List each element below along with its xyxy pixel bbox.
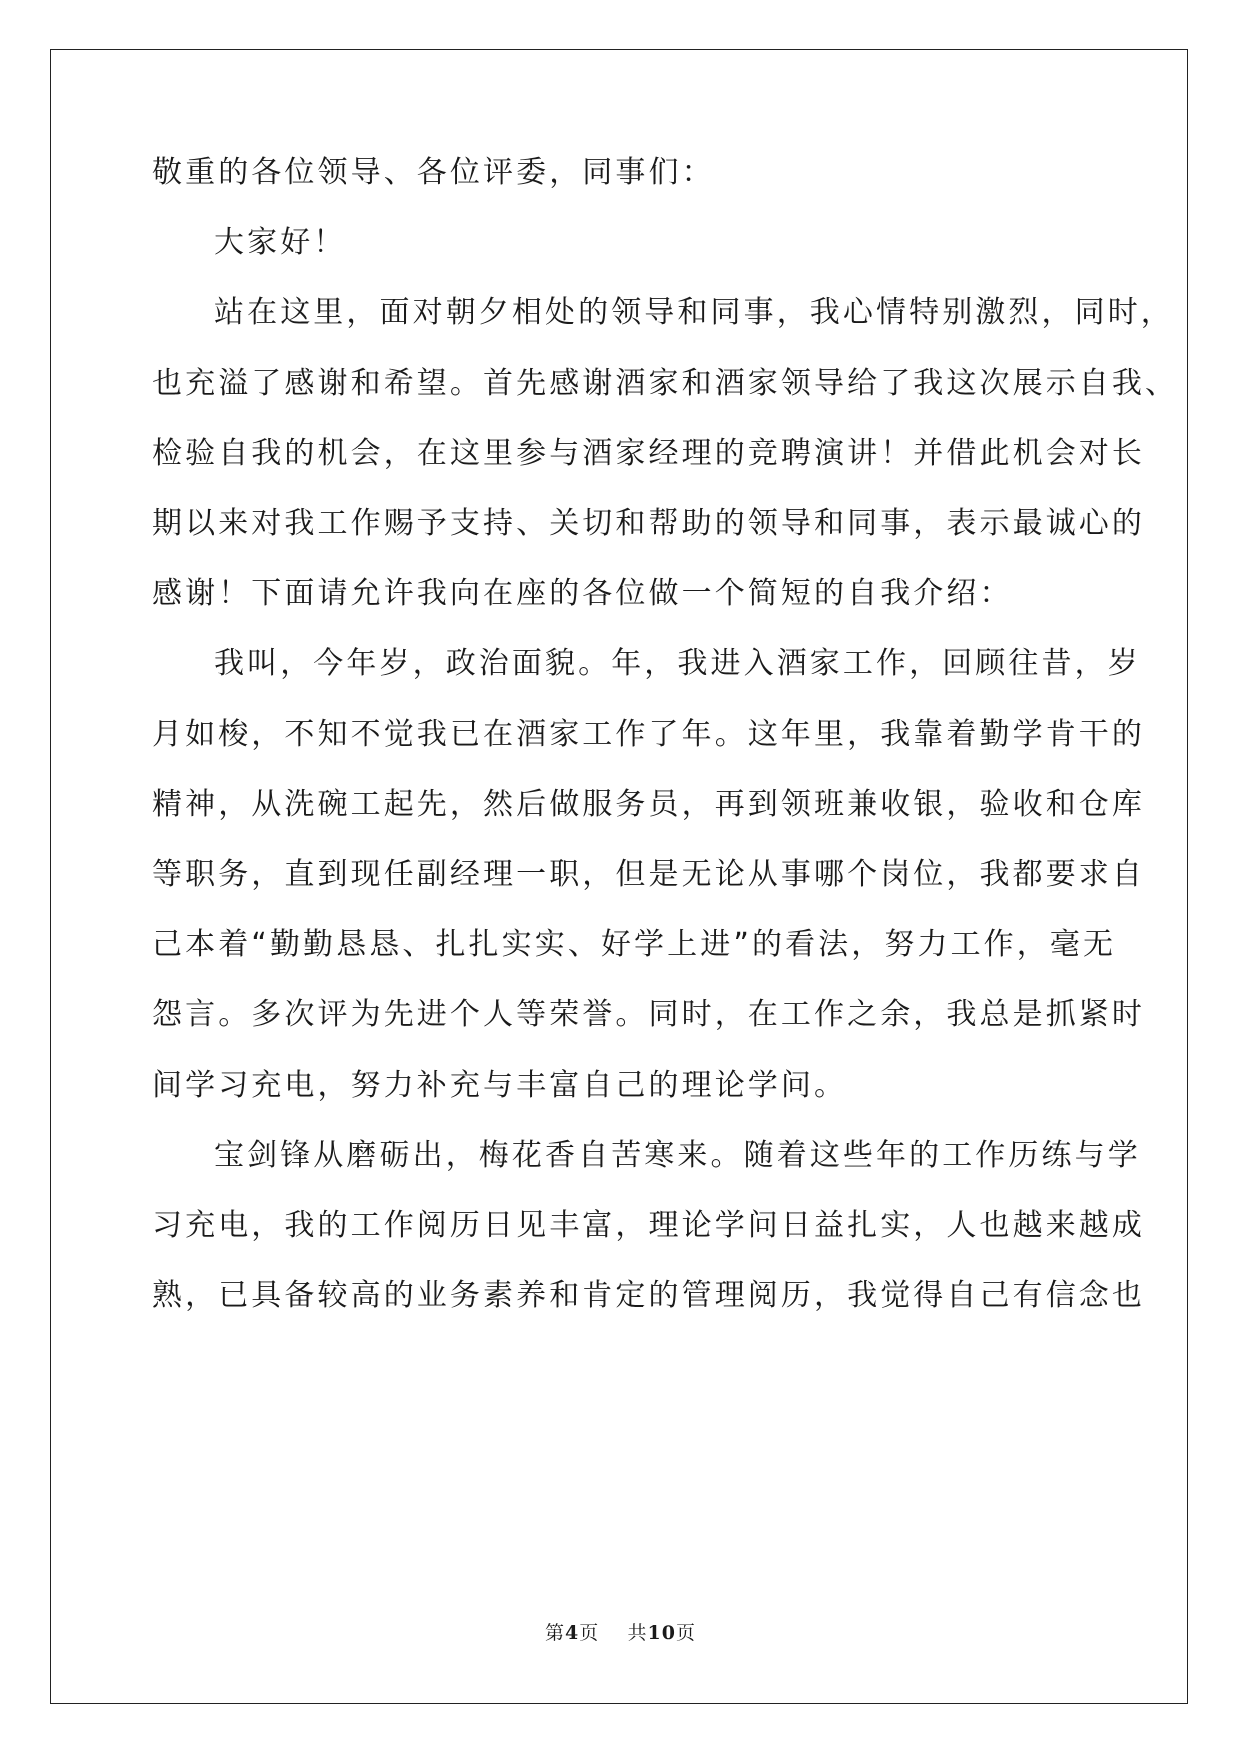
text-line: 月如梭，不知不觉我已在酒家工作了年。这年里，我靠着勤学肯干的 [152, 717, 1145, 752]
text-line: 习充电，我的工作阅历日见丰富，理论学问日益扎实，人也越来越成 [152, 1208, 1145, 1243]
text-line: 熟，已具备较高的业务素养和肯定的管理阅历，我觉得自己有信念也 [152, 1278, 1145, 1313]
text-line: 感谢！下面请允许我向在座的各位做一个简短的自我介绍： [152, 576, 1013, 611]
text-line: 敬重的各位领导、各位评委，同事们： [152, 155, 715, 190]
text-line: 己本着“勤勤恳恳、扎扎实实、好学上进”的看法，努力工作，毫无 [152, 927, 1117, 962]
total-suffix: 页 [675, 1622, 696, 1644]
text-line: 间学习充电，努力补充与丰富自己的理论学问。 [152, 1068, 848, 1103]
page-footer [0, 1621, 1241, 1645]
text-line: 精神，从洗碗工起先，然后做服务员，再到领班兼收银，验收和仓库 [152, 787, 1145, 822]
text-line: 也充溢了感谢和希望。首先感谢酒家和酒家领导给了我这次展示自我、 [152, 366, 1179, 401]
page-number: 4 [565, 1622, 580, 1644]
text-line: 期以来对我工作赐予支持、关切和帮助的领导和同事，表示最诚心的 [152, 506, 1145, 541]
text-line: 宝剑锋从磨砺出，梅花香自苦寒来。随着这些年的工作历练与学 [214, 1138, 1141, 1173]
text-line: 我叫，今年岁，政治面貌。年，我进入酒家工作，回顾往昔，岁 [214, 646, 1141, 681]
text-line: 站在这里，面对朝夕相处的领导和同事，我心情特别激烈，同时， [214, 295, 1174, 330]
page-prefix: 第 [545, 1622, 566, 1644]
text-line: 大家好！ [214, 225, 347, 260]
page-suffix: 页 [579, 1622, 600, 1644]
text-line: 等职务，直到现任副经理一职，但是无论从事哪个岗位，我都要求自 [152, 857, 1145, 892]
total-prefix: 共 [627, 1622, 648, 1644]
total-pages: 10 [647, 1622, 676, 1644]
text-line: 怨言。多次评为先进个人等荣誉。同时，在工作之余，我总是抓紧时 [152, 997, 1145, 1032]
text-line: 检验自我的机会，在这里参与酒家经理的竞聘演讲！并借此机会对长 [152, 436, 1145, 471]
